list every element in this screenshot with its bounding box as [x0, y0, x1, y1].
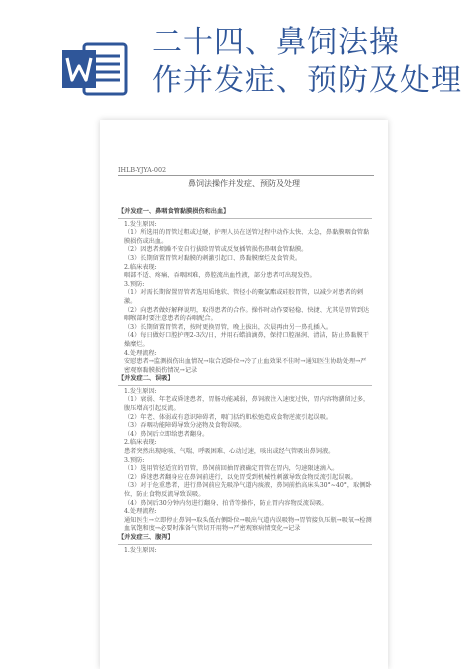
body-paragraph: 1.发生原因:: [124, 387, 157, 395]
body-paragraph: （1）选用管径适宜的胃管，鼻饲前回抽胃液确定胃管在胃内，匀速限速滴入。: [124, 465, 339, 473]
body-paragraph: 1.发生原因:: [124, 546, 157, 554]
section-divider: [118, 218, 372, 219]
document-code: IHLB-YJYA-002: [118, 166, 167, 174]
body-paragraph: （2）因患者烦躁不安自行拔除胃管或反复插管损伤鼻咽食管黏膜。: [124, 246, 308, 254]
document-body: [118, 208, 372, 555]
body-paragraph: （2）昏迷患者翻身应在鼻饲前进行，以免胃受到机械性刺激导致食物反流引起误吸。: [124, 473, 357, 481]
page-header: [0, 0, 474, 118]
body-paragraph: （3）长期留置胃管者，按时更换胃管，晚上拔出，次晨再由另一鼻孔插入。: [124, 323, 333, 331]
body-paragraph: （3）长期留置胃管对黏膜的刺激引起口、鼻黏膜糜烂及食管炎。: [124, 254, 302, 262]
section-heading: 【并发症三、腹泻】: [118, 533, 174, 541]
body-paragraph: 患者突然出现呛咳、气喘、呼吸困难、心动过速，咳出或经气管吸出鼻饲液。: [124, 448, 335, 456]
header-divider: [118, 175, 374, 176]
body-paragraph: 通知医生→立即停止鼻饲→取头低右侧卧位→吸出气道内误吸物→胃管接负压瓶→吸氧→检测血氧饱和度→必要时准备气管切开用物→严密观察病情变化→记录: [124, 516, 372, 533]
section-divider: [118, 544, 372, 545]
body-paragraph: 咽部不适、疼痛、吞咽困难，鼻腔流出血性液，部分患者可出现发热。: [124, 272, 316, 280]
title-line-1: 二十四、鼻饲法操: [152, 25, 400, 60]
body-paragraph: （4）鼻饲后30分钟内勿进行翻身、拍背等操作，防止胃内容物反流误吸。: [124, 499, 328, 507]
body-paragraph: （2）年老、体弱或有意识障碍者，咽门括约肌松弛造成食物逆流引起误吸。: [124, 413, 333, 421]
body-paragraph: （4）鼻饲后立即给患者翻身。: [124, 430, 209, 438]
body-paragraph: （1）所选用的胃管过粗或过硬，护理人员在送管过程中动作太快、太急，鼻黏膜咽食管黏膜损伤或出血。: [124, 229, 370, 245]
section-heading: 【并发症二、误吸】: [118, 375, 174, 383]
body-paragraph: （3）对于危重患者，进行鼻饲前应先吸净气道内痰液，鼻饲前抬高床头30°~40°，取侧卧位，防止食物反流导致误吸。: [124, 482, 372, 498]
body-paragraph: （3）吞咽功能障碍导致分泌物及食物误吸。: [124, 422, 246, 430]
body-paragraph: （1）衰弱、年老或昏迷患者，胃肠功能减弱，鼻饲液注入速度过快，胃内容物潴留过多，腹压增高引起反流。: [124, 396, 370, 413]
word-document-icon: [62, 40, 128, 98]
document-title: [152, 24, 472, 100]
body-paragraph: （4）每日做好口腔护理2-3次/日，并用石蜡油滴鼻，保持口腔湿润、清洁，防止鼻黏膜干燥糜烂。: [124, 332, 369, 348]
body-paragraph: 3.预防:: [124, 456, 145, 464]
section-divider: [118, 385, 372, 386]
body-paragraph: （2）向患者做好解释说明，取得患者的合作。操作时动作要轻稳、快捷、尤其是胃管到达咽喉部时要注意患者的吞咽配合。: [124, 306, 370, 323]
body-paragraph: （1）对需长期留置胃管者选用质地软、管径小的聚氯酯或硅胶胃管，以减少对患者的刺激。: [124, 289, 364, 305]
body-paragraph: 安慰患者→监测损伤出血情况→取合适卧位→冷了止血效果不佳时→通知医生协助处理→严密观察黏膜损伤情况→记录: [124, 358, 367, 374]
body-paragraph: 4.处理流程:: [124, 349, 157, 357]
body-paragraph: 2.临床表现:: [124, 439, 157, 447]
body-paragraph: 3.预防:: [124, 280, 145, 288]
document-heading: 鼻饲法操作并发症、预防及处理: [188, 179, 300, 188]
section-heading: 【并发症一、鼻咽食管黏膜损伤和出血】: [118, 208, 230, 215]
body-paragraph: 1.发生原因:: [124, 220, 157, 228]
title-line-2: 作并发症、预防及处理: [152, 63, 462, 98]
document-preview-page: [100, 120, 388, 669]
body-paragraph: 2.临床表现:: [124, 263, 157, 271]
body-paragraph: 4.处理流程:: [124, 508, 157, 516]
